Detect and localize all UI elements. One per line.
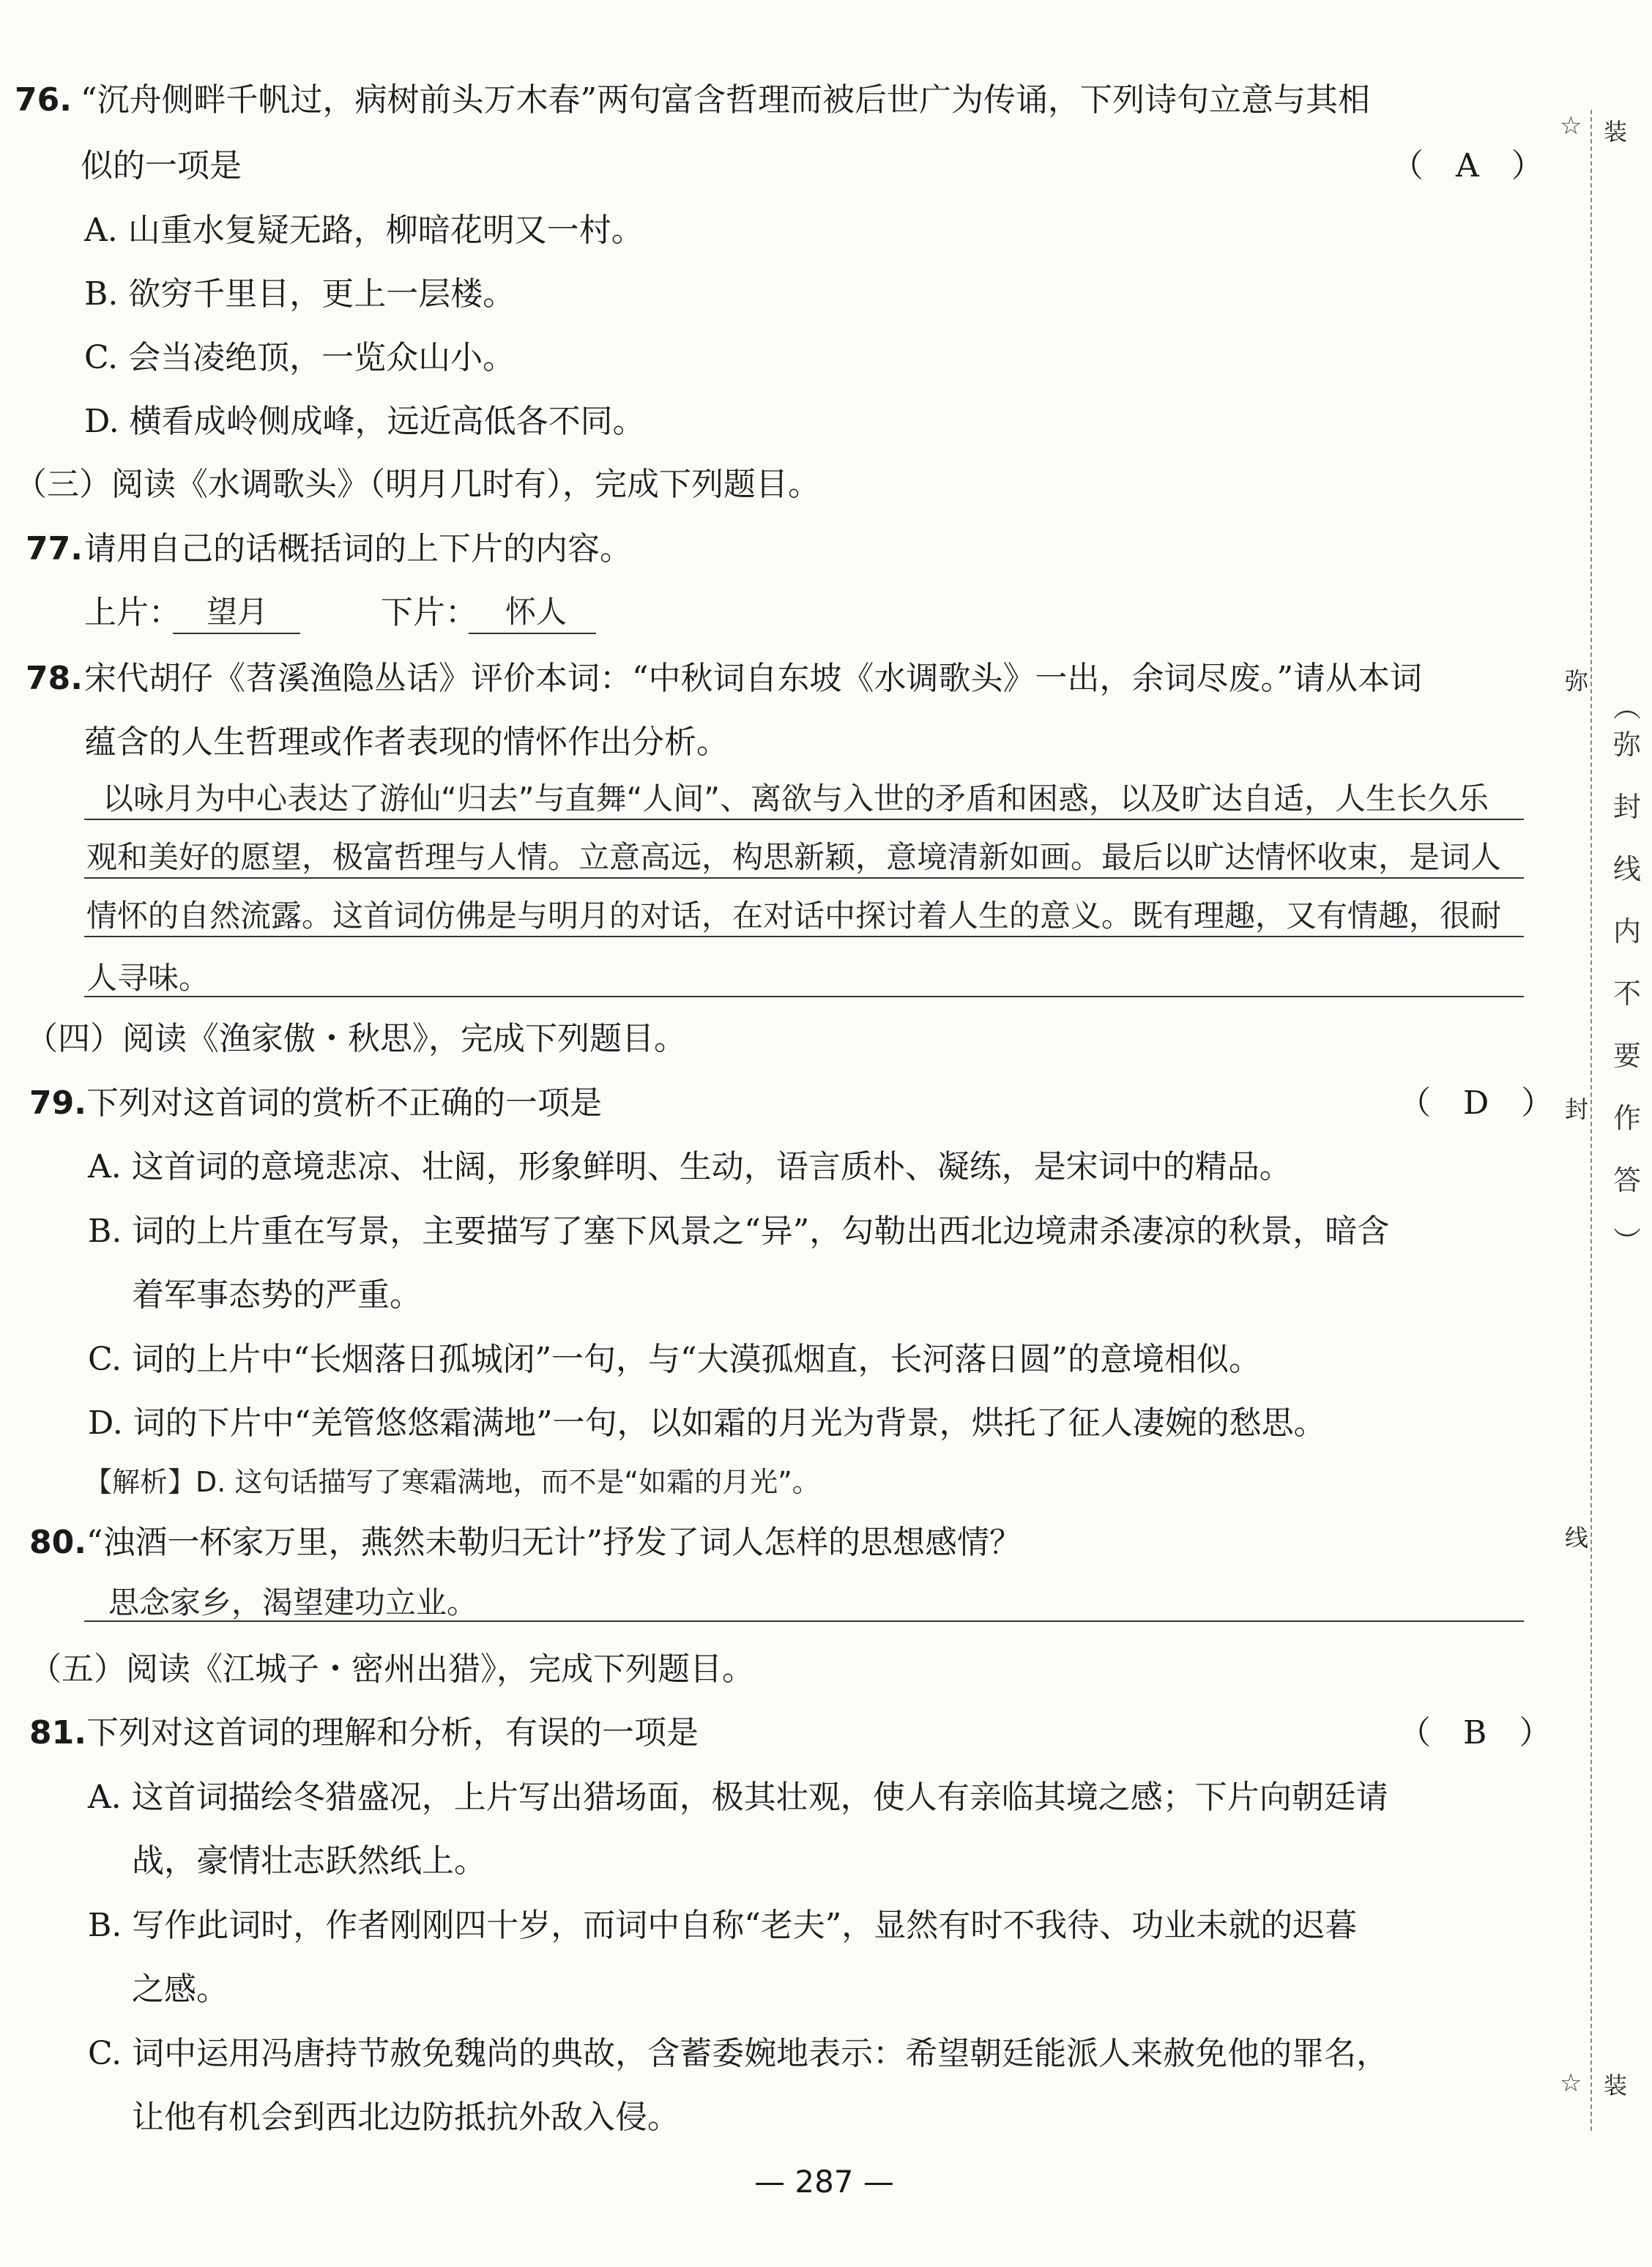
q78-answer-line4: 人寻味。 (86, 960, 210, 996)
section-5-heading: （五）阅读《江城子・密州出猎》，完成下列题目。 (29, 1650, 754, 1688)
notice-char: 封 (1612, 791, 1641, 823)
q76-number: 76. (15, 81, 72, 119)
q79-answer: （ D ） (1399, 1084, 1554, 1122)
q78-answer-underline-1 (84, 819, 1524, 820)
q80-stem: “浊酒一杯家万里，燕然未勒归无计”抒发了词人怎样的思想感情？ (86, 1524, 1022, 1561)
q80-answer: 思念家乡，渴望建功立业。 (108, 1585, 478, 1620)
section-4-heading: （四）阅读《渔家傲・秋思》，完成下列题目。 (26, 1020, 686, 1057)
q77-stem: 请用自己的话概括词的上下片的内容。 (84, 530, 632, 567)
notice-char: 答 (1612, 1164, 1641, 1196)
q80-number: 80. (29, 1524, 86, 1561)
notice-close-paren: ︶ (1612, 1226, 1641, 1258)
q76-stem-line2: 似的一项是 (81, 147, 242, 185)
q77-upper-answer: 望月 (206, 594, 269, 630)
q77-lower-answer: 怀人 (505, 594, 568, 630)
q79-option-b-line1: B. 词的上片重在写景，主要描写了塞下风景之“异”，勾勒出西北边境肃杀凄凉的秋景，暗含 (88, 1213, 1390, 1250)
q78-answer-line3: 情怀的自然流露。这首词仿佛是与明月的对话，在对话中探讨着人生的意义。既有理趣，又有情趣，很耐 (86, 898, 1502, 934)
q78-stem-line2: 蕴含的人生哲理或作者表现的情怀作出分析。 (84, 723, 729, 761)
margin-notice (1605, 714, 1649, 1212)
q78-answer-line1: 以咏月为中心表达了游仙“归去”与直舞“人间”、离欲与入世的矛盾和困惑，以及旷达自适，人生长久乐 (103, 781, 1489, 816)
q76-option-c: C. 会当凌绝顶，一览众山小。 (84, 339, 516, 376)
q79-number: 79. (29, 1084, 86, 1122)
notice-char: 要 (1612, 1040, 1641, 1072)
star-icon-bottom: ☆ (1560, 2069, 1582, 2098)
section-3-heading: （三）阅读《水调歌头》（明月几时有），完成下列题目。 (15, 466, 820, 503)
q81-answer: （ B ） (1399, 1714, 1552, 1752)
q76-option-d: D. 横看成岭侧成峰，远近高低各不同。 (84, 403, 645, 440)
q81-option-a-line1: A. 这首词描绘冬猎盛况，上片写出猎场面，极其壮观，使人有亲临其境之感；下片向朝廷请 (88, 1779, 1388, 1816)
q77-upper-underline (173, 633, 300, 634)
notice-char: 不 (1612, 978, 1641, 1010)
notice-char: 线 (1612, 853, 1641, 885)
q81-number: 81. (29, 1714, 86, 1752)
q81-option-b-line2: 之感。 (132, 1970, 228, 2008)
margin-feng: 封 (1565, 1095, 1589, 1123)
q77-lower-label: 下片： (381, 594, 477, 631)
q78-number: 78. (26, 660, 83, 697)
margin-zhuang-top: 装 (1604, 118, 1628, 146)
q79-stem: 下列对这首词的赏析不正确的一项是 (86, 1084, 602, 1122)
q81-option-b-line1: B. 写作此词时，作者刚刚四十岁，而词中自称“老夫”，显然有时不我待、功业未就的迟暮 (88, 1907, 1358, 1944)
q77-lower-underline (469, 633, 596, 634)
q79-option-c: C. 词的上片中“长烟落日孤城闭”一句，与“大漠孤烟直，长河落日圆”的意境相似。 (88, 1341, 1262, 1378)
notice-char: 作 (1612, 1102, 1641, 1134)
q81-option-a-line2: 战，豪情壮志跃然纸上。 (132, 1842, 486, 1880)
q77-upper-label: 上片： (84, 594, 181, 631)
page-number: — 287 — (754, 2164, 894, 2200)
q79-option-a: A. 这首词的意境悲凉、壮阔，形象鲜明、生动，语言质朴、凝练，是宋词中的精品。 (88, 1148, 1292, 1185)
q79-analysis: 【解析】D. 这句话描写了寒霜满地，而不是“如霜的月光”。 (84, 1466, 820, 1498)
q78-answer-underline-3 (84, 936, 1524, 937)
margin-xian: 线 (1565, 1524, 1589, 1552)
margin-zhuang-bottom: 装 (1604, 2071, 1628, 2099)
q78-answer-underline-2 (84, 877, 1524, 879)
q76-option-a: A. 山重水复疑无路，柳暗花明又一村。 (84, 212, 644, 249)
q81-option-c-line1: C. 词中运用冯唐持节赦免魏尚的典故，含蓄委婉地表示：希望朝廷能派人来赦免他的罪名， (88, 2035, 1389, 2072)
q79-option-b-line2: 着军事态势的严重。 (132, 1276, 422, 1314)
q76-stem-line1: “沉舟侧畔千帆过，病树前头万木春”两句富含哲理而被后世广为传诵，下列诗句立意与其相 (81, 81, 1370, 119)
margin-mi: 弥 (1565, 667, 1589, 695)
q76-answer: （ A ） (1391, 147, 1544, 185)
binding-margin-line (1590, 110, 1592, 2131)
notice-char: 弥 (1612, 729, 1641, 761)
q81-stem: 下列对这首词的理解和分析，有误的一项是 (86, 1714, 699, 1752)
star-icon-top: ☆ (1560, 111, 1582, 141)
q78-stem-line1: 宋代胡仔《苕溪渔隐丛话》评价本词：“中秋词自东坡《水调歌头》一出，余词尽废。”请从本词 (84, 660, 1422, 697)
notice-char: 内 (1612, 915, 1641, 948)
q81-option-c-line2: 让他有机会到西北边防抵抗外敌入侵。 (132, 2099, 680, 2136)
q80-answer-underline (84, 1620, 1524, 1622)
notice-open-paren: ︵ (1612, 691, 1641, 723)
q77-number: 77. (26, 530, 83, 567)
q76-option-b: B. 欲穷千里目，更上一层楼。 (84, 275, 516, 313)
q79-option-d: D. 词的下片中“羌管悠悠霜满地”一句，以如霜的月光为背景，烘托了征人凄婉的愁思。 (88, 1404, 1326, 1442)
q78-answer-underline-4 (84, 996, 1524, 997)
q78-answer-line2: 观和美好的愿望，极富哲理与人情。立意高远，构思新颖，意境清新如画。最后以旷达情怀收束，是词人 (86, 839, 1502, 875)
